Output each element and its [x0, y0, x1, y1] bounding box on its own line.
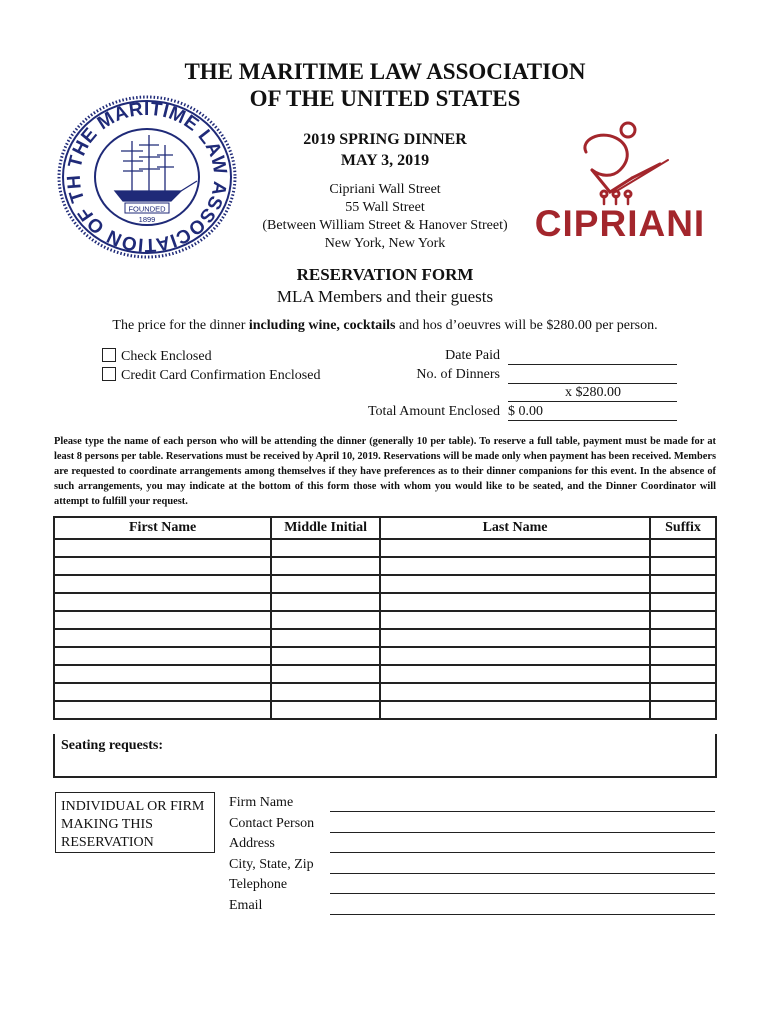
- check-enclosed-label: Check Enclosed: [121, 349, 212, 364]
- last-name-cell[interactable]: [380, 647, 650, 665]
- suffix-cell[interactable]: [650, 593, 716, 611]
- suffix-cell[interactable]: [650, 665, 716, 683]
- check-enclosed-checkbox[interactable]: [102, 348, 116, 362]
- venue-street: 55 Wall Street: [345, 200, 425, 215]
- date-paid-field[interactable]: [508, 350, 677, 365]
- date-paid-label: Date Paid: [445, 348, 500, 363]
- event-date: MAY 3, 2019: [340, 152, 430, 169]
- middle-initial-cell[interactable]: [271, 683, 380, 701]
- first-name-cell[interactable]: [54, 701, 271, 719]
- firm-name-label: Firm Name: [229, 795, 294, 810]
- header-last-name: Last Name: [380, 517, 650, 539]
- middle-initial-cell[interactable]: [271, 611, 380, 629]
- price-text-start: The price for the dinner: [112, 318, 249, 333]
- first-name-cell[interactable]: [54, 611, 271, 629]
- table-row: [54, 665, 716, 683]
- table-row: [54, 611, 716, 629]
- address-field[interactable]: [330, 852, 715, 853]
- middle-initial-cell[interactable]: [271, 665, 380, 683]
- credit-card-label: Credit Card Confirmation Enclosed: [121, 368, 321, 383]
- firm-name-field[interactable]: [330, 811, 715, 812]
- middle-initial-cell[interactable]: [271, 539, 380, 557]
- form-subtitle: MLA Members and their guests: [276, 287, 494, 306]
- telephone-field[interactable]: [330, 893, 715, 894]
- last-name-cell[interactable]: [380, 701, 650, 719]
- suffix-cell[interactable]: [650, 557, 716, 575]
- event-name: 2019 SPRING DINNER: [303, 131, 467, 148]
- table-row: [54, 701, 716, 719]
- last-name-cell[interactable]: [380, 629, 650, 647]
- venue-name: Cipriani Wall Street: [329, 182, 441, 197]
- header-suffix: Suffix: [650, 517, 716, 539]
- instructions-paragraph: Please type the name of each person who will be attending the dinner (generally 10 per table). To reserve a full table, payment must be made for at least 8 persons per table. Reservations must be received by April 10, 2019. Reservations will be made only when payment has been received. Members are requested to coordinate arrangements among themselves if they have preferences as to their dinner companions for this event. In the absence of such arrangements, you may indicate at the bottom of this form those with whom you would like to be seated, and the Dinner Coordinator will attempt to fulfill your request.: [54, 436, 716, 507]
- seal-founded-year: 1899: [138, 215, 156, 224]
- form-title: RESERVATION FORM: [296, 265, 474, 284]
- email-label: Email: [229, 898, 263, 913]
- party-box-line-2: MAKING THIS: [61, 817, 153, 832]
- attendee-table: [53, 516, 717, 720]
- suffix-cell[interactable]: [650, 611, 716, 629]
- dinners-count-label: No. of Dinners: [416, 367, 500, 382]
- last-name-cell[interactable]: [380, 665, 650, 683]
- last-name-cell[interactable]: [380, 593, 650, 611]
- credit-card-option[interactable]: [102, 367, 320, 384]
- suffix-cell[interactable]: [650, 629, 716, 647]
- last-name-cell[interactable]: [380, 683, 650, 701]
- venue-cross-streets: (Between William Street & Hanover Street): [262, 218, 508, 233]
- first-name-cell[interactable]: [54, 629, 271, 647]
- table-row: [54, 539, 716, 557]
- suffix-cell[interactable]: [650, 647, 716, 665]
- venue-city: New York, New York: [324, 236, 446, 251]
- middle-initial-cell[interactable]: [271, 629, 380, 647]
- attendee-table-header: [54, 517, 716, 539]
- middle-initial-cell[interactable]: [271, 701, 380, 719]
- city-state-zip-field[interactable]: [330, 873, 715, 874]
- seal-founded-label: FOUNDED: [128, 204, 166, 214]
- email-field[interactable]: [330, 914, 715, 915]
- suffix-cell[interactable]: [650, 701, 716, 719]
- organization-title: [0, 58, 770, 112]
- table-row: [54, 647, 716, 665]
- first-name-cell[interactable]: [54, 539, 271, 557]
- header-middle-initial: Middle Initial: [271, 517, 380, 539]
- check-enclosed-option[interactable]: [102, 348, 212, 365]
- price-multiplier-text: x $280.00: [565, 385, 621, 400]
- first-name-cell[interactable]: [54, 647, 271, 665]
- first-name-cell[interactable]: [54, 665, 271, 683]
- last-name-cell[interactable]: [380, 575, 650, 593]
- header-first-name: First Name: [54, 517, 271, 539]
- middle-initial-cell[interactable]: [271, 647, 380, 665]
- table-row: [54, 683, 716, 701]
- total-amount-label: Total Amount Enclosed: [367, 404, 500, 419]
- org-line-1: THE MARITIME LAW ASSOCIATION: [184, 59, 586, 84]
- table-row: [54, 557, 716, 575]
- price-text-end: and hos d’oeuvres will be $280.00 per person.: [395, 318, 658, 333]
- cipriani-wordmark: CIPRIANI: [534, 203, 706, 244]
- table-row: [54, 593, 716, 611]
- suffix-cell[interactable]: [650, 683, 716, 701]
- party-box-line-1: INDIVIDUAL OR FIRM: [61, 799, 205, 814]
- last-name-cell[interactable]: [380, 557, 650, 575]
- contact-person-label: Contact Person: [229, 816, 315, 831]
- credit-card-checkbox[interactable]: [102, 367, 116, 381]
- address-label: Address: [229, 836, 275, 851]
- org-line-2: OF THE UNITED STATES: [249, 86, 521, 111]
- table-row: [54, 629, 716, 647]
- reservation-party-box: [55, 792, 215, 853]
- last-name-cell[interactable]: [380, 539, 650, 557]
- contact-person-field[interactable]: [330, 832, 715, 833]
- party-box-line-3: RESERVATION: [61, 835, 154, 850]
- suffix-cell[interactable]: [650, 539, 716, 557]
- venue-block: [0, 181, 770, 253]
- price-statement: [0, 318, 770, 334]
- city-state-zip-label: City, State, Zip: [229, 857, 314, 872]
- middle-initial-cell[interactable]: [271, 575, 380, 593]
- first-name-cell[interactable]: [54, 575, 271, 593]
- table-row: [54, 575, 716, 593]
- seal-ring-text: THE MARITIME LAW ASSOCIATION OF TH: [63, 98, 231, 256]
- event-heading: [0, 129, 770, 171]
- first-name-cell[interactable]: [54, 557, 271, 575]
- last-name-cell[interactable]: [380, 611, 650, 629]
- first-name-cell[interactable]: [54, 683, 271, 701]
- dinners-count-field[interactable]: [508, 369, 677, 384]
- middle-initial-cell[interactable]: [271, 593, 380, 611]
- middle-initial-cell[interactable]: [271, 557, 380, 575]
- price-multiplier: [508, 385, 677, 402]
- seating-requests-label: Seating requests:: [61, 738, 164, 753]
- price-text-bold: including wine, cocktails: [248, 318, 396, 333]
- suffix-cell[interactable]: [650, 575, 716, 593]
- telephone-label: Telephone: [229, 877, 288, 892]
- first-name-cell[interactable]: [54, 593, 271, 611]
- seating-requests-box[interactable]: [53, 734, 717, 778]
- total-amount-field[interactable]: $ 0.00: [508, 404, 677, 421]
